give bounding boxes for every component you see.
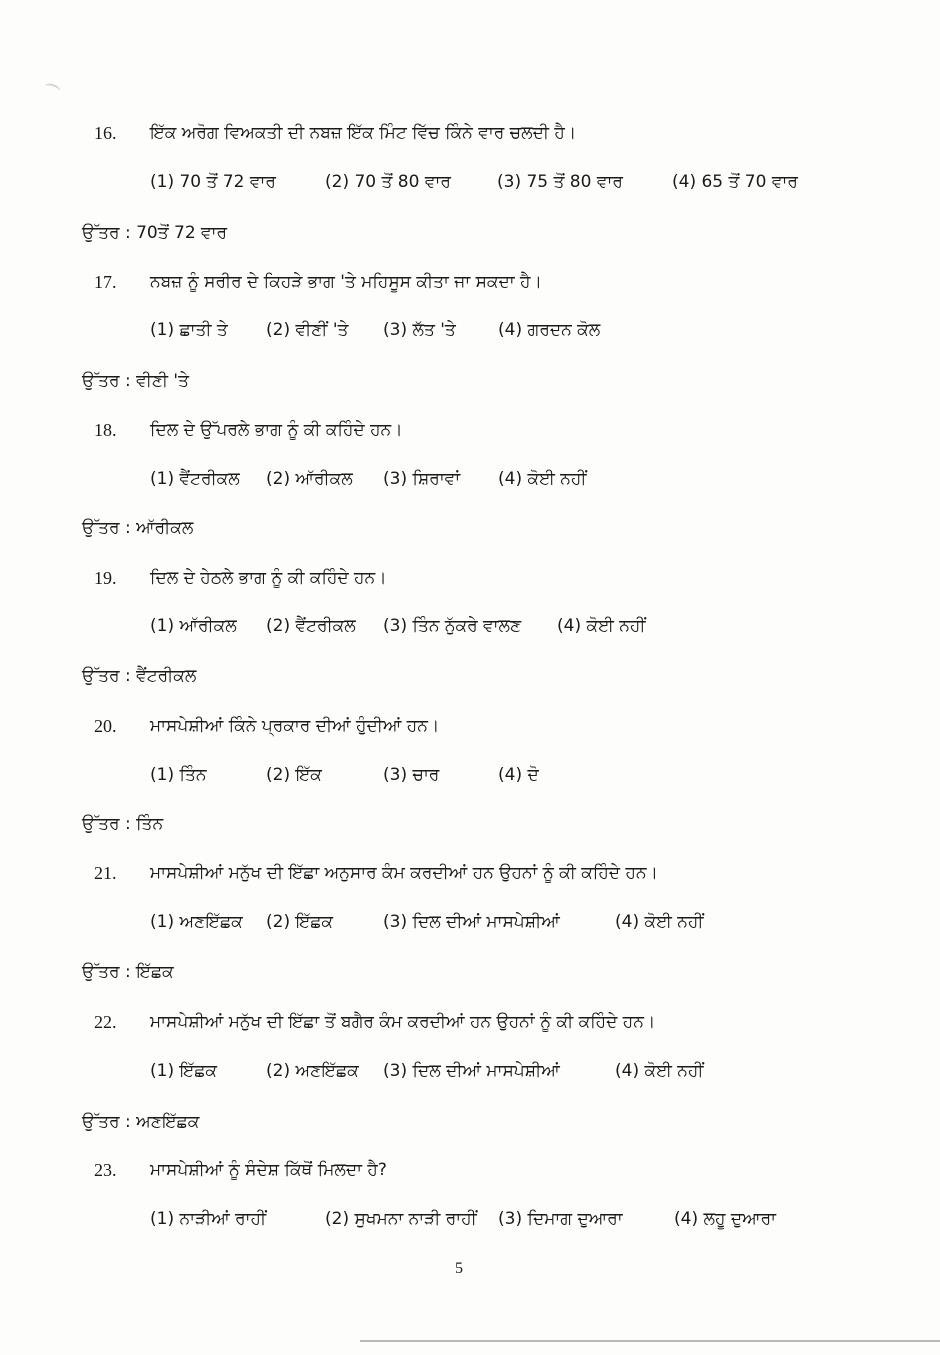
option-1: (1) ਛਾਤੀ ਤੇ (150, 320, 228, 340)
scan-edge-line (360, 1340, 940, 1342)
option-3: (3) ਦਿਮਾਗ ਦੁਆਰਾ (498, 1209, 623, 1229)
question-number: 23. (94, 1160, 117, 1180)
question-text: ਮਾਸਪੇਸ਼ੀਆਂ ਮਨੁੱਖ ਦੀ ਇੱਛਾ ਤੋਂ ਬਗੈਰ ਕੰਮ ਕਰਦੀਆਂ ਹਨ ਉਹਨਾਂ ਨੂੰ ਕੀ ਕਹਿੰਦੇ ਹਨ। (150, 1012, 656, 1032)
answer-20: ਉੱਤਰ : ਤਿੰਨ (82, 814, 164, 834)
option-2: (2) ਇੱਛਕ (266, 912, 334, 932)
question-text: ਨਬਜ਼ ਨੂੰ ਸਰੀਰ ਦੇ ਕਿਹੜੇ ਭਾਗ 'ਤੇ ਮਹਿਸੂਸ ਕੀਤਾ ਜਾ ਸਕਦਾ ਹੈ। (150, 272, 542, 292)
option-3: (3) ਤਿੰਨ ਨੁੱਕਰੇ ਵਾਲਣ (383, 616, 522, 636)
option-2: (2) 70 ਤੋਂ 80 ਵਾਰ (325, 172, 451, 192)
question-number: 18. (94, 420, 117, 440)
question-text: ਦਿਲ ਦੇ ਹੇਠਲੇ ਭਾਗ ਨੂੰ ਕੀ ਕਹਿੰਦੇ ਹਨ। (150, 568, 387, 588)
question-number: 19. (94, 568, 117, 588)
option-4: (4) ਕੋਈ ਨਹੀਂ (498, 469, 587, 489)
page-number: 5 (455, 1260, 463, 1277)
option-2: (2) ਆੱਰੀਕਲ (266, 469, 353, 489)
answer-19: ਉੱਤਰ : ਵੈਂਟਰੀਕਲ (82, 666, 197, 686)
question-text: ਮਾਸਪੇਸ਼ੀਆਂ ਮਨੁੱਖ ਦੀ ਇੱਛਾ ਅਨੁਸਾਰ ਕੰਮ ਕਰਦੀਆਂ ਹਨ ਉਹਨਾਂ ਨੂੰ ਕੀ ਕਹਿੰਦੇ ਹਨ। (150, 863, 658, 883)
option-4: (4) ਦੋ (498, 765, 539, 785)
option-2: (2) ਸੁਖਮਨਾ ਨਾੜੀ ਰਾਹੀਂ (325, 1209, 477, 1229)
option-2: (2) ਇੱਕ (266, 765, 322, 785)
option-1: (1) ਆੱਰੀਕਲ (150, 616, 237, 636)
option-3: (3) ਲੱਤ 'ਤੇ (383, 320, 456, 340)
answer-18: ਉੱਤਰ : ਆੱਰੀਕਲ (82, 518, 194, 538)
option-3: (3) ਚਾਰ (383, 765, 440, 785)
option-2: (2) ਵੈਂਟਰੀਕਲ (266, 616, 356, 636)
option-4: (4) ਕੋਈ ਨਹੀਂ (615, 1061, 704, 1081)
option-1: (1) ਵੈਂਟਰੀਕਲ (150, 469, 240, 489)
option-1: (1) 70 ਤੋਂ 72 ਵਾਰ (150, 172, 276, 192)
question-number: 20. (94, 716, 117, 736)
option-1: (1) ਤਿੰਨ (150, 765, 207, 785)
option-4: (4) ਕੋਈ ਨਹੀਂ (615, 912, 704, 932)
answer-21: ਉੱਤਰ : ਇੱਛਕ (82, 962, 174, 982)
option-4: (4) 65 ਤੋਂ 70 ਵਾਰ (672, 172, 798, 192)
option-3: (3) ਦਿਲ ਦੀਆਂ ਮਾਸਪੇਸ਼ੀਆਂ (383, 1061, 560, 1081)
option-3: (3) ਦਿਲ ਦੀਆਂ ਮਾਸਪੇਸ਼ੀਆਂ (383, 912, 560, 932)
question-text: ਇੱਕ ਅਰੋਗ ਵਿਅਕਤੀ ਦੀ ਨਬਜ਼ ਇੱਕ ਮਿੰਟ ਵਿੱਚ ਕਿੰਨੇ ਵਾਰ ਚਲਦੀ ਹੈ। (150, 123, 577, 143)
question-text: ਦਿਲ ਦੇ ਉੱਪਰਲੇ ਭਾਗ ਨੂੰ ਕੀ ਕਹਿੰਦੇ ਹਨ। (150, 420, 403, 440)
question-text: ਮਾਸਪੇਸ਼ੀਆਂ ਨੂੰ ਸੰਦੇਸ਼ ਕਿੱਥੋਂ ਮਿਲਦਾ ਹੈ? (150, 1160, 387, 1180)
question-number: 22. (94, 1012, 117, 1032)
scan-speck (43, 82, 61, 96)
option-4: (4) ਕੋਈ ਨਹੀਂ (557, 616, 646, 636)
question-text: ਮਾਸਪੇਸ਼ੀਆਂ ਕਿੰਨੇ ਪ੍ਰਕਾਰ ਦੀਆਂ ਹੁੰਦੀਆਂ ਹਨ। (150, 716, 440, 736)
answer-22: ਉੱਤਰ : ਅਣਇੱਛਕ (82, 1112, 200, 1132)
option-1: (1) ਨਾੜੀਆਂ ਰਾਹੀਂ (150, 1209, 267, 1229)
answer-16: ਉੱਤਰ : 70ਤੋਂ 72 ਵਾਰ (82, 223, 228, 243)
option-1: (1) ਅਣਇੱਛਕ (150, 912, 243, 932)
option-1: (1) ਇੱਛਕ (150, 1061, 218, 1081)
option-4: (4) ਗਰਦਨ ਕੋਲ (498, 320, 601, 340)
option-3: (3) 75 ਤੋਂ 80 ਵਾਰ (497, 172, 623, 192)
option-2: (2) ਅਣਇੱਛਕ (266, 1061, 359, 1081)
question-number: 17. (94, 272, 117, 292)
answer-17: ਉੱਤਰ : ਵੀਣੀ 'ਤੇ (82, 371, 189, 391)
option-4: (4) ਲਹੂ ਦੁਆਰਾ (674, 1209, 776, 1229)
question-number: 21. (94, 863, 117, 883)
option-2: (2) ਵੀਣੀਂ 'ਤੇ (266, 320, 349, 340)
question-number: 16. (94, 123, 117, 143)
option-3: (3) ਸ਼ਿਰਾਵਾਂ (383, 469, 461, 489)
